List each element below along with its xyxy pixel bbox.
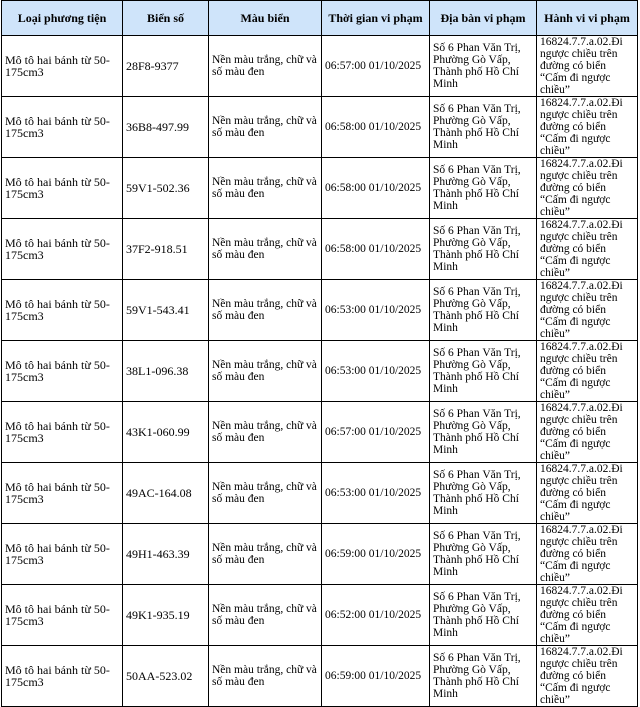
header-location: Địa bàn vi phạm — [430, 1, 537, 36]
cell-vehicle-type: Mô tô hai bánh từ 50-175cm3 — [2, 158, 123, 219]
table-row — [2, 402, 638, 463]
cell-violation: 16824.7.7.a.02.Đi ngược chiều trên đường có biển “Cấm đi ngược chiều” — [537, 36, 638, 97]
header-vehicle-type: Loại phương tiện — [2, 1, 123, 36]
cell-plate-color: Nền màu trắng, chữ và số màu đen — [209, 524, 322, 585]
cell-vehicle-type: Mô tô hai bánh từ 50-175cm3 — [2, 524, 123, 585]
cell-plate: 49AC-164.08 — [123, 463, 209, 524]
cell-plate: 59V1-502.36 — [123, 158, 209, 219]
cell-vehicle-type: Mô tô hai bánh từ 50-175cm3 — [2, 97, 123, 158]
cell-violation: 16824.7.7.a.02.Đi ngược chiều trên đường có biển “Cấm đi ngược chiều” — [537, 341, 638, 402]
cell-plate-color: Nền màu trắng, chữ và số màu đen — [209, 341, 322, 402]
cell-violation-time: 06:53:00 01/10/2025 — [322, 280, 430, 341]
cell-violation-time: 06:53:00 01/10/2025 — [322, 341, 430, 402]
table-row — [2, 524, 638, 585]
cell-location: Số 6 Phan Văn Trị, Phường Gò Vấp, Thành phố Hồ Chí Minh — [430, 585, 537, 646]
table-row — [2, 646, 638, 707]
cell-violation: 16824.7.7.a.02.Đi ngược chiều trên đường có biển “Cấm đi ngược chiều” — [537, 402, 638, 463]
cell-plate: 43K1-060.99 — [123, 402, 209, 463]
cell-vehicle-type: Mô tô hai bánh từ 50-175cm3 — [2, 646, 123, 707]
cell-violation-time: 06:59:00 01/10/2025 — [322, 524, 430, 585]
table-row — [2, 280, 638, 341]
cell-vehicle-type: Mô tô hai bánh từ 50-175cm3 — [2, 219, 123, 280]
cell-violation-time: 06:58:00 01/10/2025 — [322, 97, 430, 158]
cell-violation: 16824.7.7.a.02.Đi ngược chiều trên đường có biển “Cấm đi ngược chiều” — [537, 97, 638, 158]
cell-plate-color: Nền màu trắng, chữ và số màu đen — [209, 97, 322, 158]
cell-violation-time: 06:58:00 01/10/2025 — [322, 219, 430, 280]
cell-plate-color: Nền màu trắng, chữ và số màu đen — [209, 646, 322, 707]
cell-location: Số 6 Phan Văn Trị, Phường Gò Vấp, Thành phố Hồ Chí Minh — [430, 219, 537, 280]
cell-plate: 50AA-523.02 — [123, 646, 209, 707]
table-row — [2, 97, 638, 158]
cell-vehicle-type: Mô tô hai bánh từ 50-175cm3 — [2, 585, 123, 646]
cell-vehicle-type: Mô tô hai bánh từ 50-175cm3 — [2, 280, 123, 341]
header-plate-color: Màu biển — [209, 1, 322, 36]
cell-plate: 37F2-918.51 — [123, 219, 209, 280]
cell-violation-time: 06:58:00 01/10/2025 — [322, 158, 430, 219]
cell-violation: 16824.7.7.a.02.Đi ngược chiều trên đường có biển “Cấm đi ngược chiều” — [537, 524, 638, 585]
cell-violation-time: 06:59:00 01/10/2025 — [322, 646, 430, 707]
cell-violation: 16824.7.7.a.02.Đi ngược chiều trên đường có biển “Cấm đi ngược chiều” — [537, 646, 638, 707]
cell-violation-time: 06:57:00 01/10/2025 — [322, 36, 430, 97]
cell-vehicle-type: Mô tô hai bánh từ 50-175cm3 — [2, 36, 123, 97]
table-row — [2, 219, 638, 280]
header-violation: Hành vi vi phạm — [537, 1, 638, 36]
header-plate: Biển số — [123, 1, 209, 36]
violations-table — [1, 0, 638, 707]
table-header-row — [2, 1, 638, 36]
cell-plate-color: Nền màu trắng, chữ và số màu đen — [209, 158, 322, 219]
cell-plate-color: Nền màu trắng, chữ và số màu đen — [209, 585, 322, 646]
cell-plate-color: Nền màu trắng, chữ và số màu đen — [209, 463, 322, 524]
cell-location: Số 6 Phan Văn Trị, Phường Gò Vấp, Thành phố Hồ Chí Minh — [430, 524, 537, 585]
cell-plate-color: Nền màu trắng, chữ và số màu đen — [209, 36, 322, 97]
cell-plate: 49K1-935.19 — [123, 585, 209, 646]
cell-location: Số 6 Phan Văn Trị, Phường Gò Vấp, Thành phố Hồ Chí Minh — [430, 36, 537, 97]
cell-violation: 16824.7.7.a.02.Đi ngược chiều trên đường có biển “Cấm đi ngược chiều” — [537, 158, 638, 219]
cell-plate-color: Nền màu trắng, chữ và số màu đen — [209, 280, 322, 341]
cell-plate-color: Nền màu trắng, chữ và số màu đen — [209, 219, 322, 280]
table-row — [2, 36, 638, 97]
cell-violation-time: 06:52:00 01/10/2025 — [322, 585, 430, 646]
cell-violation: 16824.7.7.a.02.Đi ngược chiều trên đường có biển “Cấm đi ngược chiều” — [537, 219, 638, 280]
table-row — [2, 158, 638, 219]
cell-location: Số 6 Phan Văn Trị, Phường Gò Vấp, Thành phố Hồ Chí Minh — [430, 463, 537, 524]
cell-plate: 49H1-463.39 — [123, 524, 209, 585]
cell-plate: 59V1-543.41 — [123, 280, 209, 341]
header-violation-time: Thời gian vi phạm — [322, 1, 430, 36]
cell-location: Số 6 Phan Văn Trị, Phường Gò Vấp, Thành phố Hồ Chí Minh — [430, 341, 537, 402]
table-row — [2, 463, 638, 524]
cell-location: Số 6 Phan Văn Trị, Phường Gò Vấp, Thành phố Hồ Chí Minh — [430, 402, 537, 463]
cell-plate: 38L1-096.38 — [123, 341, 209, 402]
cell-vehicle-type: Mô tô hai bánh từ 50-175cm3 — [2, 463, 123, 524]
table-row — [2, 341, 638, 402]
cell-plate-color: Nền màu trắng, chữ và số màu đen — [209, 402, 322, 463]
cell-plate: 36B8-497.99 — [123, 97, 209, 158]
cell-violation-time: 06:53:00 01/10/2025 — [322, 463, 430, 524]
cell-vehicle-type: Mô tô hai bánh từ 50-175cm3 — [2, 341, 123, 402]
cell-location: Số 6 Phan Văn Trị, Phường Gò Vấp, Thành phố Hồ Chí Minh — [430, 646, 537, 707]
cell-violation: 16824.7.7.a.02.Đi ngược chiều trên đường có biển “Cấm đi ngược chiều” — [537, 585, 638, 646]
cell-location: Số 6 Phan Văn Trị, Phường Gò Vấp, Thành phố Hồ Chí Minh — [430, 97, 537, 158]
cell-plate: 28F8-9377 — [123, 36, 209, 97]
table-row — [2, 585, 638, 646]
cell-violation: 16824.7.7.a.02.Đi ngược chiều trên đường có biển “Cấm đi ngược chiều” — [537, 280, 638, 341]
cell-location: Số 6 Phan Văn Trị, Phường Gò Vấp, Thành phố Hồ Chí Minh — [430, 280, 537, 341]
cell-location: Số 6 Phan Văn Trị, Phường Gò Vấp, Thành phố Hồ Chí Minh — [430, 158, 537, 219]
cell-vehicle-type: Mô tô hai bánh từ 50-175cm3 — [2, 402, 123, 463]
cell-violation: 16824.7.7.a.02.Đi ngược chiều trên đường có biển “Cấm đi ngược chiều” — [537, 463, 638, 524]
cell-violation-time: 06:57:00 01/10/2025 — [322, 402, 430, 463]
